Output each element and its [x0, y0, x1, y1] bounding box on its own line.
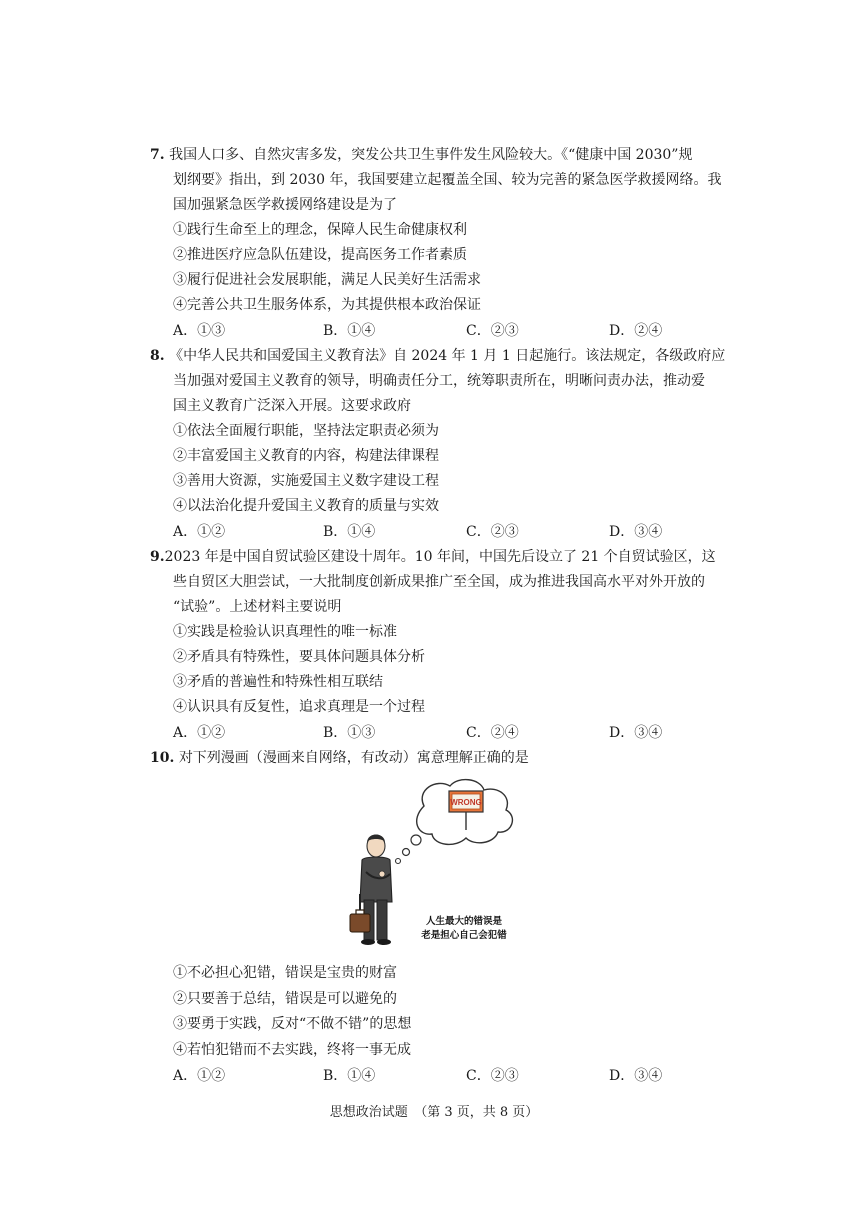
question-8-stem-line-2: 当加强对爱国主义教育的领导，明确责任分工，统筹职责所在，明晰问责办法，推动爱 [173, 373, 705, 389]
question-10-item-4: ④若怕犯错而不去实践，终将一事无成 [173, 1042, 411, 1058]
stem-text: 对下列漫画（漫画来自网络，有改动）寓意理解正确的是 [178, 750, 529, 766]
question-9-option-c: C．②④ [466, 725, 519, 741]
man-figure [350, 835, 392, 946]
question-7-item-2: ②推进医疗应急队伍建设，提高医务工作者素质 [173, 247, 467, 263]
cartoon-illustration [346, 776, 528, 952]
stem-text: 《中华人民共和国爱国主义教育法》自 2024 年 1 月 1 日起施行。该法规定，各级政府应 [169, 348, 726, 364]
question-10-item-3: ③要勇于实践，反对“不做不错”的思想 [173, 1016, 412, 1032]
question-9-option-d: D．③④ [609, 725, 663, 741]
question-10-option-a: A．①② [173, 1068, 226, 1084]
question-number: 8. [150, 348, 165, 364]
question-7-option-c: C．②③ [466, 323, 519, 339]
question-8-option-a: A．①② [173, 524, 226, 540]
page-footer: 思想政治试题 （第 3 页，共 8 页） [329, 1105, 539, 1120]
cartoon-caption-line-1: 人生最大的错误是 [425, 916, 503, 927]
stem-text: 我国人口多、自然灾害多发，突发公共卫生事件发生风险较大。《“健康中国 2030”规 [169, 147, 693, 163]
question-10-option-d: D．③④ [609, 1068, 663, 1084]
question-9-item-3: ③矛盾的普遍性和特殊性相互联结 [173, 674, 383, 690]
question-7-item-1: ①践行生命至上的理念，保障人民生命健康权利 [173, 222, 467, 238]
question-7-stem-line-3: 国加强紧急医学救援网络建设是为了 [173, 197, 397, 213]
question-10-item-1: ①不必担心犯错，错误是宝贵的财富 [173, 965, 397, 981]
question-9-stem-line-1 [150, 547, 716, 567]
question-7-option-b: B．①④ [323, 323, 376, 339]
question-7-option-d: D．②④ [609, 323, 663, 339]
question-8-stem-line-1 [150, 346, 725, 366]
question-7-stem-line-1 [150, 145, 692, 165]
question-7-item-3: ③履行促进社会发展职能，满足人民美好生活需求 [173, 272, 481, 288]
question-8-item-3: ③善用大资源，实施爱国主义数字建设工程 [173, 473, 439, 489]
question-number: 10. [150, 750, 175, 766]
question-8-item-1: ①依法全面履行职能，坚持法定职责必须为 [173, 423, 439, 439]
question-7-stem-line-2: 划纲要》指出，到 2030 年，我国要建立起覆盖全国、较为完善的紧急医学救援网络。我 [173, 172, 722, 188]
question-9-stem-line-3: “试验”。上述材料主要说明 [173, 599, 342, 615]
question-10-item-2: ②只要善于总结，错误是可以避免的 [173, 991, 397, 1007]
question-9-item-4: ④认识具有反复性，追求真理是一个过程 [173, 699, 425, 715]
cartoon-caption-line-2: 老是担心自己会犯错 [421, 930, 507, 941]
question-7-item-4: ④完善公共卫生服务体系，为其提供根本政治保证 [173, 297, 481, 313]
question-8-option-b: B．①④ [323, 524, 376, 540]
question-10-option-c: C．②③ [466, 1068, 519, 1084]
question-8-option-d: D．③④ [609, 524, 663, 540]
question-10-stem-line-1 [150, 748, 529, 768]
question-7-option-a: A．①③ [173, 323, 226, 339]
wrong-sign-text: WRONG [450, 798, 482, 807]
question-9-option-b: B．①③ [323, 725, 376, 741]
question-10-option-b: B．①④ [323, 1068, 376, 1084]
stem-text: 2023 年是中国自贸试验区建设十周年。10 年间，中国先后设立了 21 个自贸试验区，这 [164, 549, 716, 565]
question-9-item-1: ①实践是检验认识真理性的唯一标准 [173, 624, 397, 640]
question-8-stem-line-3: 国主义教育广泛深入开展。这要求政府 [173, 398, 411, 414]
question-8-option-c: C．②③ [466, 524, 519, 540]
question-8-item-2: ②丰富爱国主义教育的内容，构建法律课程 [173, 448, 439, 464]
question-9-item-2: ②矛盾具有特殊性，要具体问题具体分析 [173, 649, 425, 665]
question-number: 9. [150, 549, 165, 565]
question-9-option-a: A．①② [173, 725, 226, 741]
question-9-stem-line-2: 些自贸区大胆尝试，一大批制度创新成果推广至全国，成为推进我国高水平对外开放的 [173, 574, 705, 590]
question-8-item-4: ④以法治化提升爱国主义教育的质量与实效 [173, 498, 439, 514]
question-number: 7. [150, 147, 165, 163]
